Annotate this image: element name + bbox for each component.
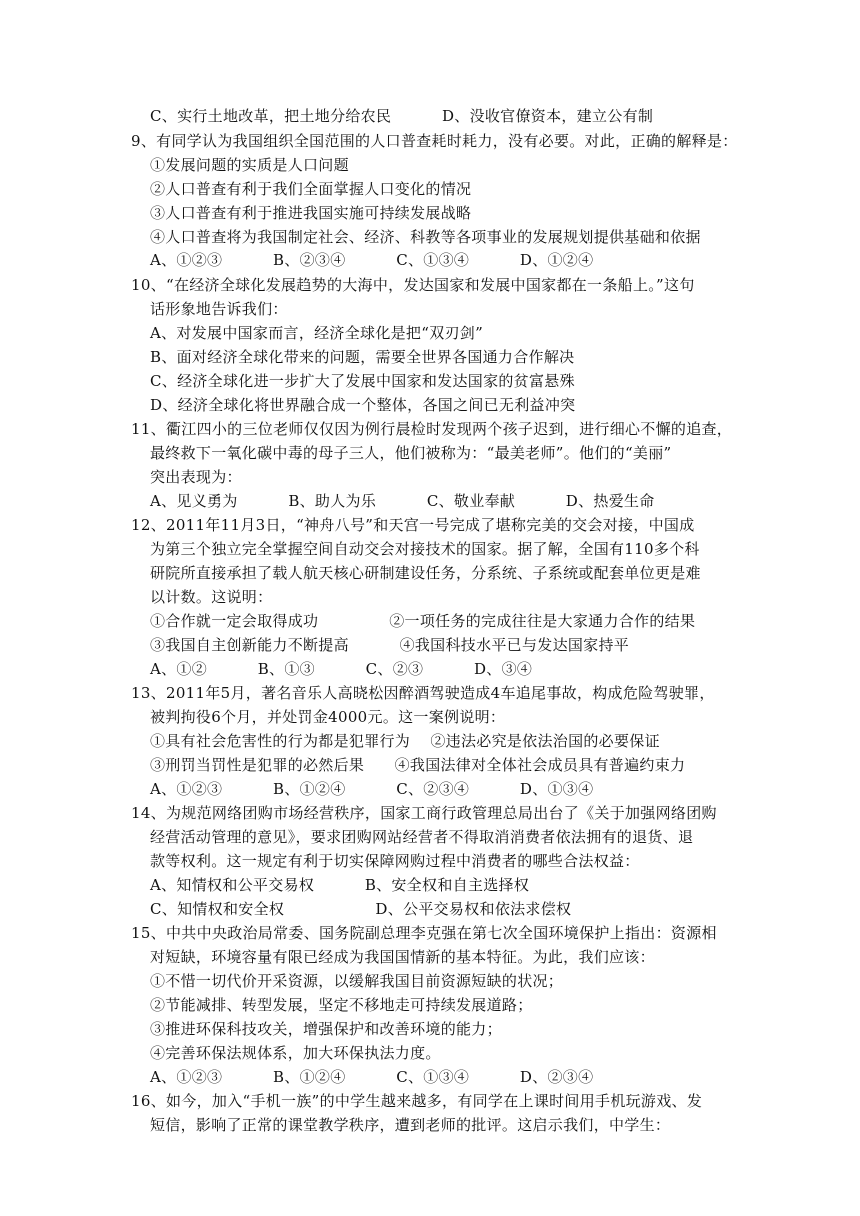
q12-options: A、①② B、①③ C、②③ D、③④ bbox=[150, 660, 533, 678]
q14-stem: 14、为规范网络团购市场经营秩序，国家工商行政管理总局出台了《关于加强网络团购 bbox=[131, 804, 717, 822]
q12-stem: 12、2011年11月3日，“神舟八号”和天宫一号完成了堪称完美的交会对接，中国成 bbox=[131, 516, 695, 534]
q12-stem-cont-1: 为第三个独立完全掌握空间自动交会对接技术的国家。据了解，全国有110多个科 bbox=[150, 540, 700, 558]
q10-option-b: B、面对经济全球化带来的问题，需要全世界各国通力合作解决 bbox=[150, 348, 575, 366]
q10-option-d: D、经济全球化将世界融合成一个整体，各国之间已无利益冲突 bbox=[150, 396, 576, 414]
q12-statements-3-4: ③我国自主创新能力不断提高 ④我国科技水平已与发达国家持平 bbox=[150, 636, 630, 654]
q14-stem-cont-1: 经营活动管理的意见》，要求团购网站经营者不得取消消费者依法拥有的退货、退 bbox=[150, 828, 694, 846]
q11-stem-cont-1: 最终救下一氧化碳中毒的母子三人，他们被称为：“最美老师”。他们的“美丽” bbox=[150, 444, 672, 462]
q8-option-line-cd: C、实行土地改革，把土地分给农民 D、没收官僚资本，建立公有制 bbox=[150, 107, 654, 125]
q9-options: A、①②③ B、②③④ C、①③④ D、①②④ bbox=[150, 251, 594, 269]
q12-stem-cont-3: 以计数。这说明： bbox=[150, 588, 273, 606]
q10-option-a: A、对发展中国家而言，经济全球化是把“双刃剑” bbox=[150, 324, 484, 342]
q15-statement-4: ④完善环保法规体系，加大环保执法力度。 bbox=[150, 1044, 441, 1062]
q10-stem: 10、“在经济全球化发展趋势的大海中，发达国家和发展中国家都在一条船上。”这句 bbox=[131, 276, 695, 294]
q14-stem-cont-2: 款等权利。这一规定有利于切实保障网购过程中消费者的哪些合法权益： bbox=[150, 852, 640, 870]
q10-stem-cont: 话形象地告诉我们： bbox=[150, 300, 288, 318]
q13-options: A、①②③ B、①②④ C、②③④ D、①③④ bbox=[150, 780, 594, 798]
q15-statement-1: ①不惜一切代价开采资源，以缓解我国目前资源短缺的状况； bbox=[150, 972, 564, 990]
q15-stem: 15、中共中央政治局常委、国务院副总理李克强在第七次全国环境保护上指出：资源相 bbox=[131, 924, 717, 942]
q15-stem-cont: 对短缺，环境容量有限已经成为我国国情新的基本特征。为此，我们应该： bbox=[150, 948, 655, 966]
q11-stem-cont-2: 突出表现为： bbox=[150, 468, 242, 486]
q13-stem-cont: 被判拘役6个月，并处罚金4000元。这一案例说明： bbox=[150, 708, 506, 726]
q9-statement-1: ①发展问题的实质是人口问题 bbox=[150, 156, 349, 174]
q12-stem-cont-2: 研院所直接承担了载人航天核心研制建设任务，分系统、子系统或配套单位更是难 bbox=[150, 564, 701, 582]
q14-options-ab: A、知情权和公平交易权 B、安全权和自主选择权 bbox=[150, 876, 530, 894]
q11-stem: 11、衢江四小的三位老师仅仅因为例行晨检时发现两个孩子迟到，进行细心不懈的追查， bbox=[131, 420, 733, 438]
q9-statement-4: ④人口普查将为我国制定社会、经济、科教等各项事业的发展规划提供基础和依据 bbox=[150, 228, 701, 246]
q9-statement-3: ③人口普查有利于推进我国实施可持续发展战略 bbox=[150, 204, 472, 222]
q15-statement-2: ②节能减排、转型发展，坚定不移地走可持续发展道路； bbox=[150, 996, 533, 1014]
q15-options: A、①②③ B、①②④ C、①③④ D、②③④ bbox=[150, 1068, 594, 1086]
q12-statements-1-2: ①合作就一定会取得成功 ②一项任务的完成往往是大家通力合作的结果 bbox=[150, 612, 696, 630]
q9-statement-2: ②人口普查有利于我们全面掌握人口变化的情况 bbox=[150, 180, 472, 198]
q13-statements-1-2: ①具有社会危害性的行为都是犯罪行为 ②违法必究是依法治国的必要保证 bbox=[150, 732, 660, 750]
q9-stem: 9、有同学认为我国组织全国范围的人口普查耗时耗力，没有必要。对此，正确的解释是： bbox=[131, 132, 738, 150]
q13-statements-3-4: ③刑罚当罚性是犯罪的必然后果 ④我国法律对全体社会成员具有普遍约束力 bbox=[150, 756, 686, 774]
q10-option-c: C、经济全球化进一步扩大了发展中国家和发达国家的贫富悬殊 bbox=[150, 372, 575, 390]
q11-options: A、见义勇为 B、助人为乐 C、敬业奉献 D、热爱生命 bbox=[150, 492, 655, 510]
q13-stem: 13、2011年5月，著名音乐人高晓松因醉酒驾驶造成4车追尾事故，构成危险驾驶罪， bbox=[131, 684, 715, 702]
q16-stem-cont: 短信，影响了正常的课堂教学秩序，遭到老师的批评。这启示我们，中学生： bbox=[150, 1116, 671, 1134]
q15-statement-3: ③推进环保科技攻关，增强保护和改善环境的能力； bbox=[150, 1020, 502, 1038]
q16-stem: 16、如今，加入“手机一族”的中学生越来越多，有同学在上课时间用手机玩游戏、发 bbox=[131, 1092, 703, 1110]
q14-options-cd: C、知情权和安全权 D、公平交易权和依法求偿权 bbox=[150, 900, 572, 918]
